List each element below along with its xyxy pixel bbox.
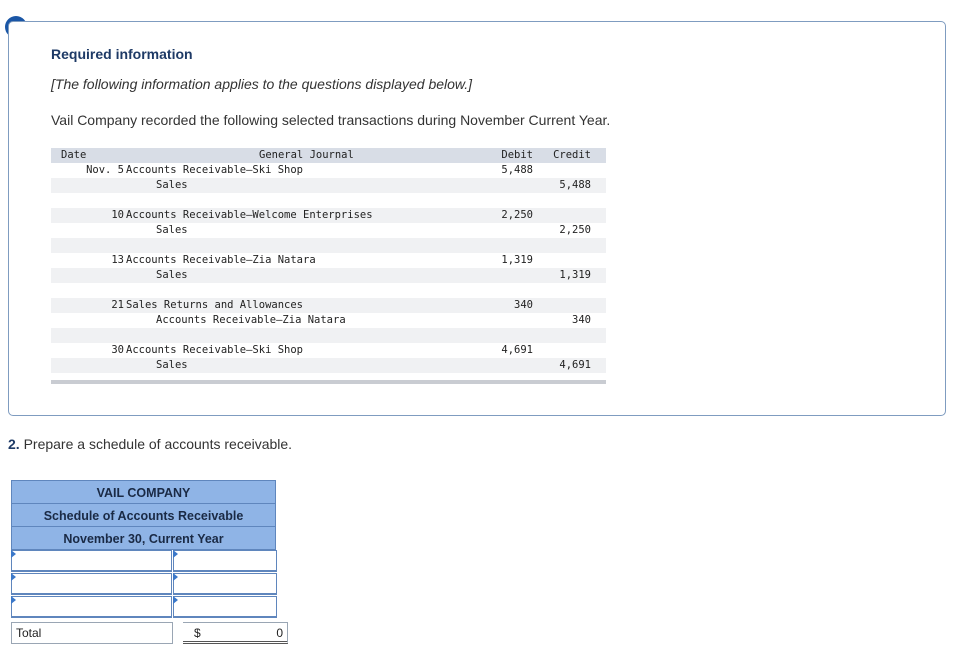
debit-amount: 1,319: [501, 254, 533, 266]
journal-spacer-row: [51, 283, 606, 298]
credit-amount: 4,691: [559, 359, 591, 371]
entry-date: 30: [111, 344, 124, 356]
schedule-entry-row: [11, 573, 276, 596]
customer-name-input[interactable]: [11, 573, 172, 595]
credit-account: Accounts Receivable—Zia Natara: [156, 314, 346, 326]
journal-credit-row: [51, 358, 606, 373]
schedule-total-row: [11, 622, 283, 644]
date-header: Date: [61, 149, 87, 161]
journal-debit-row: [51, 298, 606, 313]
credit-amount: 340: [572, 314, 591, 326]
credit-account: Sales: [156, 179, 188, 191]
journal-footer-bar: [51, 380, 606, 384]
total-label: Total: [11, 622, 173, 644]
general-journal-header: General Journal: [259, 149, 354, 161]
schedule-entry-row: [11, 596, 276, 619]
debit-header: Debit: [501, 149, 533, 161]
journal-credit-row: [51, 223, 606, 238]
credit-account: Sales: [156, 359, 188, 371]
entry-date: 13: [111, 254, 124, 266]
debit-amount: 5,488: [501, 164, 533, 176]
customer-amount-input[interactable]: [173, 596, 277, 618]
credit-account: Sales: [156, 269, 188, 281]
customer-amount-input[interactable]: [173, 573, 277, 595]
journal-debit-row: [51, 253, 606, 268]
entry-date: Nov. 5: [86, 164, 124, 176]
credit-amount: 2,250: [559, 224, 591, 236]
question-number: 2.: [8, 436, 20, 452]
journal-spacer-row: [51, 238, 606, 253]
input-marker-icon: [173, 550, 178, 558]
journal-debit-row: [51, 208, 606, 223]
debit-account: Accounts Receivable—Ski Shop: [126, 164, 304, 176]
credit-amount: 5,488: [559, 179, 591, 191]
debit-amount: 340: [514, 299, 533, 311]
journal-debit-row: [51, 343, 606, 358]
journal-credit-row: [51, 313, 606, 328]
credit-header: Credit: [553, 149, 591, 161]
input-marker-icon: [11, 550, 16, 558]
question-text: Prepare a schedule of accounts receivable.: [19, 436, 293, 452]
debit-account: Sales Returns and Allowances: [126, 299, 304, 311]
required-information-title: Required information: [51, 46, 193, 62]
journal-spacer-row: [51, 193, 606, 208]
journal-credit-row: [51, 268, 606, 283]
schedule-date: November 30, Current Year: [11, 526, 276, 550]
debit-amount: 2,250: [501, 209, 533, 221]
debit-account: Accounts Receivable—Ski Shop: [126, 344, 304, 356]
journal-credit-row: [51, 178, 606, 193]
journal-spacer-row: [51, 328, 606, 343]
journal-header-row: [51, 148, 606, 163]
input-marker-icon: [173, 573, 178, 581]
transactions-lead-text: Vail Company recorded the following selected transactions during November Current Year.: [51, 112, 611, 128]
required-information-panel: [8, 21, 946, 416]
credit-amount: 1,319: [559, 269, 591, 281]
customer-amount-input[interactable]: [173, 550, 277, 572]
schedule-company-name: VAIL COMPANY: [11, 480, 276, 504]
schedule-entry-row: [11, 550, 276, 573]
input-marker-icon: [11, 573, 16, 581]
entry-date: 21: [111, 299, 124, 311]
schedule-of-accounts-receivable: [11, 480, 283, 644]
debit-account: Accounts Receivable—Welcome Enterprises: [126, 209, 373, 221]
credit-account: Sales: [156, 224, 188, 236]
input-marker-icon: [11, 596, 16, 604]
schedule-title: Schedule of Accounts Receivable: [11, 503, 276, 527]
entry-date: 10: [111, 209, 124, 221]
customer-name-input[interactable]: [11, 596, 172, 618]
customer-name-input[interactable]: [11, 550, 172, 572]
total-currency-symbol: $: [194, 626, 201, 640]
journal-debit-row: [51, 163, 606, 178]
debit-amount: 4,691: [501, 344, 533, 356]
general-journal-table: [51, 148, 606, 384]
input-marker-icon: [173, 596, 178, 604]
total-amount: 0: [183, 622, 288, 644]
debit-account: Accounts Receivable—Zia Natara: [126, 254, 316, 266]
question-2-prompt: [8, 436, 292, 452]
applies-note: [The following information applies to the questions displayed below.]: [51, 76, 473, 92]
